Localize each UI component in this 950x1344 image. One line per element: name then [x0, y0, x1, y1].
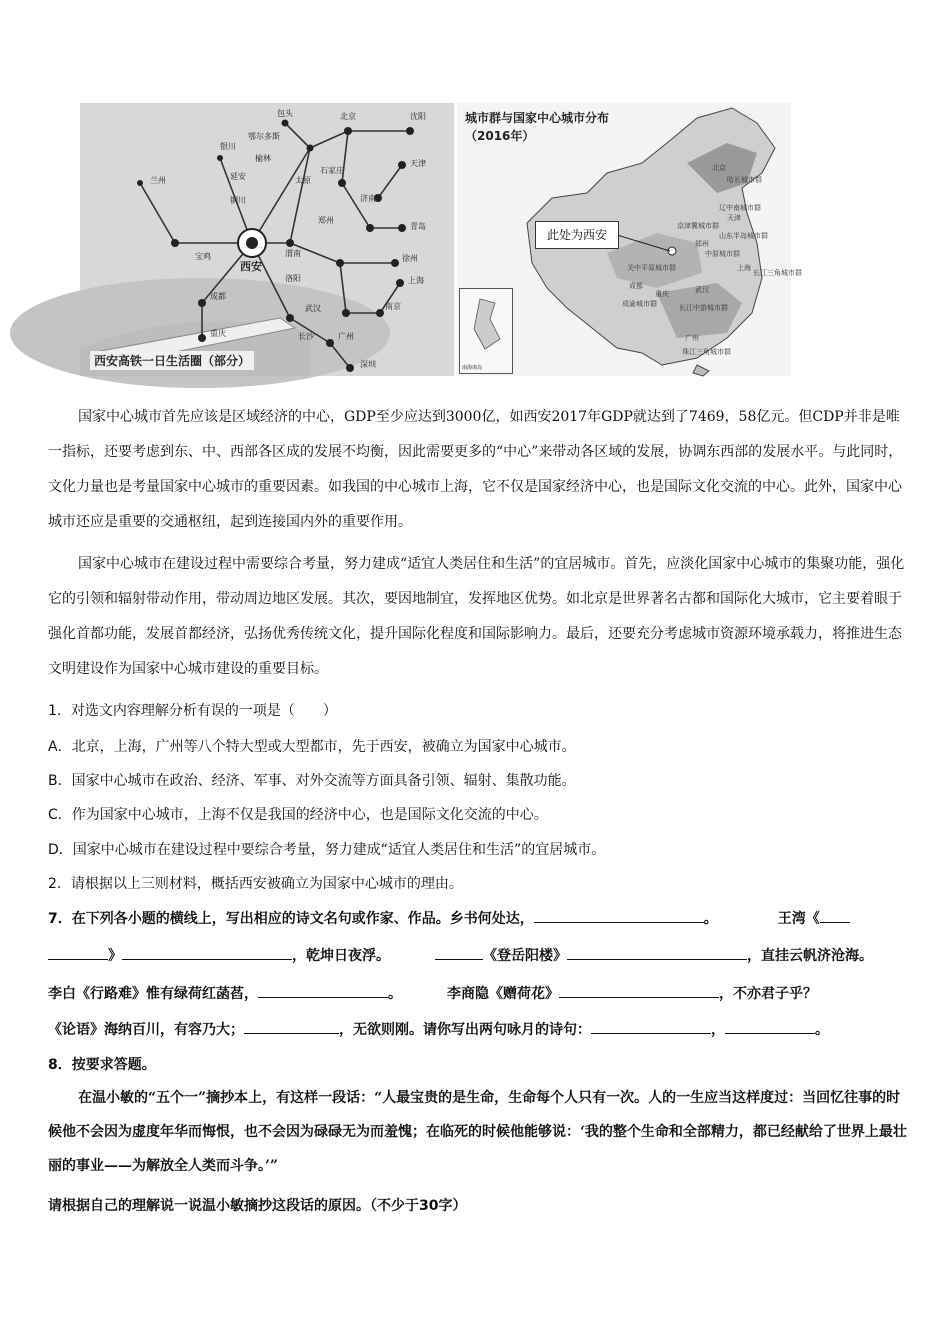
q7-text: 王湾《 [777, 911, 820, 927]
answer-blank[interactable] [534, 908, 704, 923]
answer-blank[interactable] [559, 983, 719, 998]
city-label: 徐州 [402, 254, 418, 263]
q8-stem: 8．按要求答题。 [48, 1057, 156, 1073]
cluster-label: 关中平原城市群 [627, 264, 676, 272]
xian-rail-figure [80, 103, 454, 376]
city-label: 包头 [277, 109, 293, 118]
answer-blank[interactable] [725, 1019, 815, 1034]
city-label: 青岛 [410, 222, 426, 231]
cluster-label: 中原城市群 [705, 250, 740, 258]
q8-quote-text: 在温小敏的“五个一”摘抄本上，有这样一段话：“人最宝贵的是生命，生命每个人只有一次。人的一生应当这样度过：当回忆往事的时候他不会因为虚度年华而悔恨，也不会因为碌碌无为而羞愧；在临死的时候他能够说：‘我的整个生命和全部精力，都已经献给了世界上最壮丽的事业——为解放全人类而斗争。’” [48, 1090, 907, 1174]
map-city-label: 上海 [737, 264, 751, 272]
q7-text: 。 [815, 1022, 829, 1038]
cluster-label: 山东半岛城市群 [719, 232, 768, 240]
city-label: 南京 [385, 302, 401, 311]
q1-stem: 1．对选文内容理解分析有误的一项是（ ） [48, 703, 337, 719]
q8-quote [48, 1081, 910, 1183]
city-label: 铜川 [230, 196, 246, 205]
cluster-label: 京津冀城市群 [677, 222, 719, 230]
map-city-label: 成都 [629, 282, 643, 290]
cluster-label: 成渝城市群 [622, 300, 657, 308]
city-label: 榆林 [255, 154, 271, 163]
china-city-map-figure [457, 103, 802, 376]
answer-blank[interactable] [258, 983, 388, 998]
answer-blank[interactable] [244, 1019, 339, 1034]
q1-option-a: A．北京，上海，广州等八个特大型或大型都市，先于西安，被确立为国家中心城市。 [48, 739, 576, 755]
q7-text: 李白《行路难》惟有绿荷红菡萏， [48, 986, 258, 1002]
cluster-label: 辽中南城市群 [719, 204, 761, 212]
map-title [465, 109, 609, 145]
q7-text: ， [711, 1022, 725, 1038]
answer-blank[interactable] [567, 945, 747, 960]
xian-callout: 此处为西安 [535, 221, 619, 249]
answer-blank[interactable] [435, 945, 483, 960]
figure-caption: 西安高铁一日生活圈（部分） [90, 351, 254, 370]
q7-text: 7．在下列各小题的横线上，写出相应的诗文名句或作家、作品。乡书何处达， [48, 911, 534, 927]
south-sea-inset [459, 288, 513, 374]
city-label: 济南 [360, 194, 376, 203]
q7-text: ，无欲则刚。请你写出两句咏月的诗句： [339, 1022, 591, 1038]
city-label: 郑州 [318, 216, 334, 225]
q7-line-1 [48, 908, 910, 929]
paragraph-text: 国家中心城市首先应该是区域经济的中心，GDP至少应达到3000亿，如西安2017年GDP就达到了7469，58亿元。但CDP并非是唯一指标，还要考虑到东、中、西部各区成的发展不均衡，因此需要更多的“中心”来带动各区域的发展，协调东西部的发展水平。与此同时，文化力量也是考量国家中心城市的重要因素。如我国的中心城市上海，它不仅是国家经济中心，也是国际文化交流的中心。此外，国家中心城市还应是重要的交通枢纽，起到连接国内外的重要作用。 [48, 409, 903, 530]
q7-line-3 [48, 983, 910, 1004]
rail-network-drawing [80, 103, 454, 376]
q7-text: 《论语》海纳百川，有容乃大； [48, 1022, 244, 1038]
answer-blank[interactable] [591, 1019, 711, 1034]
passage-paragraph-2 [48, 547, 910, 687]
cluster-label: 哈长城市群 [727, 176, 762, 184]
city-label: 鄂尔多斯 [248, 132, 280, 141]
map-city-label: 武汉 [695, 286, 709, 294]
paragraph-text: 国家中心城市在建设过程中需要综合考量，努力建成“适宜人类居住和生活”的宜居城市。首先，应淡化国家中心城市的集聚功能，强化它的引领和辐射带动作用，带动周边地区发展。其次，要因地制宜，发挥地区优势。如北京是世界著名古都和国际化大城市，它主要着眼于强化首都功能，发展首都经济，弘扬优秀传统文化，提升国际化程度和国际影响力。最后，还要充分考虑城市资源环境承载力，将推进生态文明建设作为国家中心城市建设的重要目标。 [48, 556, 905, 677]
city-label: 太原 [295, 176, 311, 185]
city-label: 银川 [220, 142, 236, 151]
center-city-label: 西安 [240, 260, 262, 273]
cluster-label: 长江三角城市群 [753, 269, 802, 277]
city-label: 重庆 [210, 329, 226, 338]
inset-drawing [460, 289, 512, 373]
city-label: 上海 [408, 276, 424, 285]
map-title-line: 城市群与国家中心城市分布 [465, 111, 610, 125]
city-label: 深圳 [360, 360, 376, 369]
q1-option-b: B．国家中心城市在政治、经济、军事、对外交流等方面具备引领、辐射、集散功能。 [48, 773, 576, 789]
city-label: 宝鸡 [195, 252, 211, 261]
q7-text: 李商隐《赠荷花》 [447, 986, 559, 1002]
q7-text: ，乾坤日夜浮。 [292, 948, 390, 964]
answer-blank[interactable] [48, 945, 108, 960]
map-city-label: 郑州 [695, 240, 709, 248]
q8-task: 请根据自己的理解说一说温小敏摘抄这段话的原因。（不少于30字） [48, 1198, 467, 1214]
city-label: 渭南 [285, 249, 301, 258]
map-city-label: 北京 [712, 164, 726, 172]
city-label: 成都 [210, 292, 226, 301]
city-label: 兰州 [150, 176, 166, 185]
map-city-label: 广州 [685, 334, 699, 342]
q7-line-2 [48, 945, 910, 966]
q1-option-d: D．国家中心城市在建设过程中要综合考量，努力建成“适宜人类居住和生活”的宜居城市。 [48, 842, 606, 858]
map-city-label: 天津 [727, 214, 741, 222]
city-label: 沈阳 [410, 112, 426, 121]
city-label: 长沙 [298, 332, 314, 341]
city-label: 广州 [338, 332, 354, 341]
q7-line-4 [48, 1019, 910, 1040]
inset-label: 南海诸岛 [462, 365, 483, 371]
q7-text: 。 [703, 911, 718, 927]
answer-blank[interactable] [122, 945, 292, 960]
cluster-label: 珠江三角城市群 [682, 348, 731, 356]
map-city-label: 重庆 [655, 290, 669, 298]
q7-text: ，不亦君子乎？ [719, 986, 817, 1002]
city-label: 北京 [340, 112, 356, 121]
map-title-year: （2016年） [465, 129, 535, 143]
city-label: 石家庄 [320, 166, 344, 175]
answer-blank[interactable] [820, 908, 850, 923]
city-label: 天津 [410, 159, 426, 168]
q7-text: ，直挂云帆济沧海。 [747, 948, 873, 964]
q1-option-c: C．作为国家中心城市，上海不仅是我国的经济中心，也是国际文化交流的中心。 [48, 807, 548, 823]
cluster-label: 长江中游城市群 [679, 304, 728, 312]
city-label: 洛阳 [285, 274, 301, 283]
q2-stem: 2．请根据以上三则材料，概括西安被确立为国家中心城市的理由。 [48, 876, 463, 892]
q7-text: 。 [388, 986, 402, 1002]
q7-text: 》 [108, 948, 122, 964]
passage-paragraph-1 [48, 400, 910, 540]
city-label: 武汉 [305, 304, 321, 313]
city-label: 延安 [230, 172, 246, 181]
q7-text: 《登岳阳楼》 [483, 948, 567, 964]
